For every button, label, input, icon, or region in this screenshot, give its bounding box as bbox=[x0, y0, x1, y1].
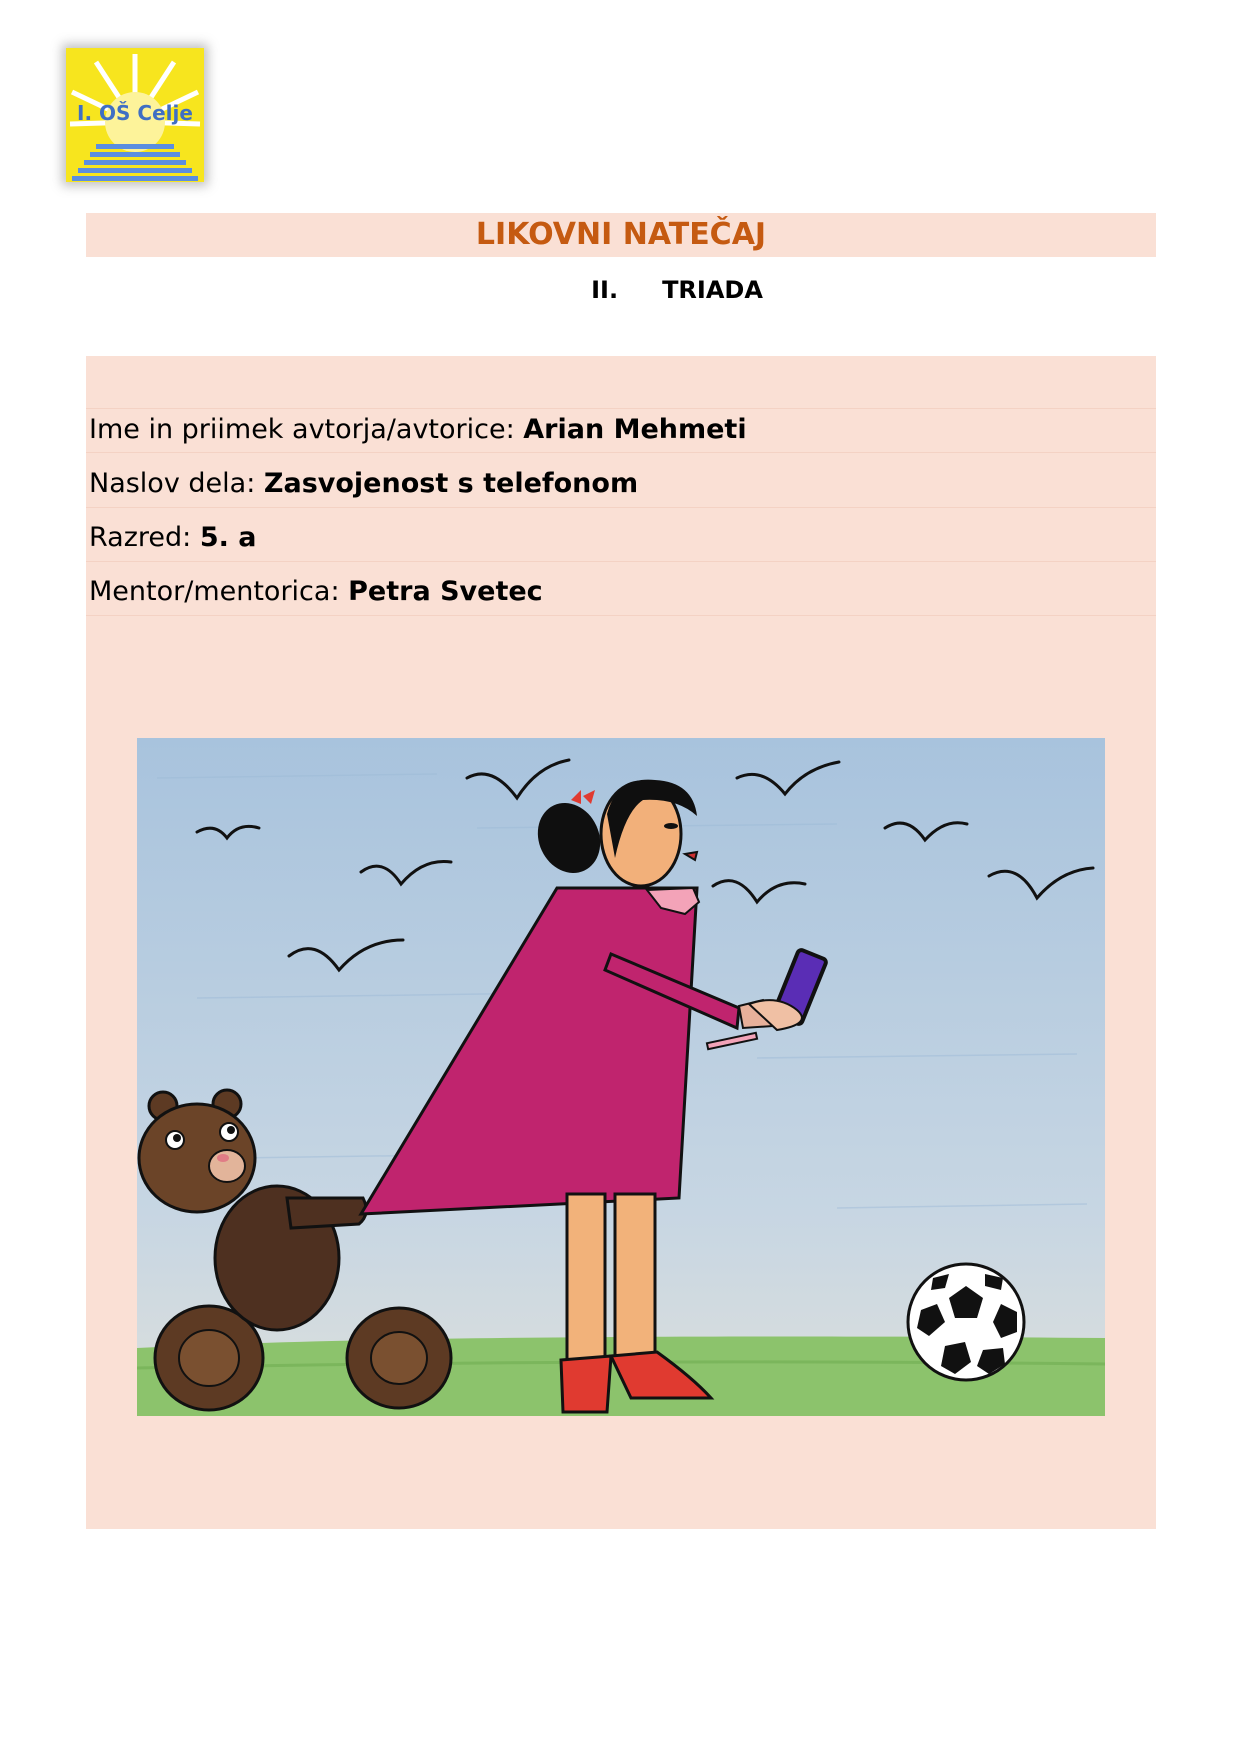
page-title: LIKOVNI NATEČAJ bbox=[475, 217, 767, 252]
author-label: Ime in priimek avtorja/avtorice: bbox=[89, 414, 515, 445]
artwork-title-line bbox=[89, 464, 638, 504]
row-divider bbox=[86, 408, 1156, 409]
author-value: Arian Mehmeti bbox=[523, 414, 747, 445]
row-divider bbox=[86, 561, 1156, 562]
title-band bbox=[86, 213, 1156, 257]
row-divider bbox=[86, 507, 1156, 508]
mentor-value: Petra Svetec bbox=[348, 576, 543, 607]
artwork-title-value: Zasvojenost s telefonom bbox=[263, 468, 639, 499]
row-divider bbox=[86, 615, 1156, 616]
row-divider bbox=[86, 452, 1156, 453]
triad-number: II. bbox=[591, 276, 619, 304]
school-logo bbox=[66, 48, 204, 182]
school-logo-graphic bbox=[66, 48, 204, 182]
mentor-line bbox=[89, 572, 543, 612]
artwork-drawing bbox=[137, 738, 1105, 1416]
triad-label: TRIADA bbox=[662, 276, 763, 304]
svg-text:I. OŠ Celje: I. OŠ Celje bbox=[77, 101, 193, 125]
class-line bbox=[89, 518, 257, 558]
artwork-illustration bbox=[137, 738, 1105, 1416]
author-line bbox=[89, 410, 747, 450]
artwork-title-label: Naslov dela: bbox=[89, 468, 256, 499]
mentor-label: Mentor/mentorica: bbox=[89, 576, 340, 607]
subtitle bbox=[86, 272, 1156, 308]
entry-info-panel bbox=[86, 356, 1156, 1529]
class-value: 5. a bbox=[199, 522, 257, 553]
class-label: Razred: bbox=[89, 522, 192, 553]
